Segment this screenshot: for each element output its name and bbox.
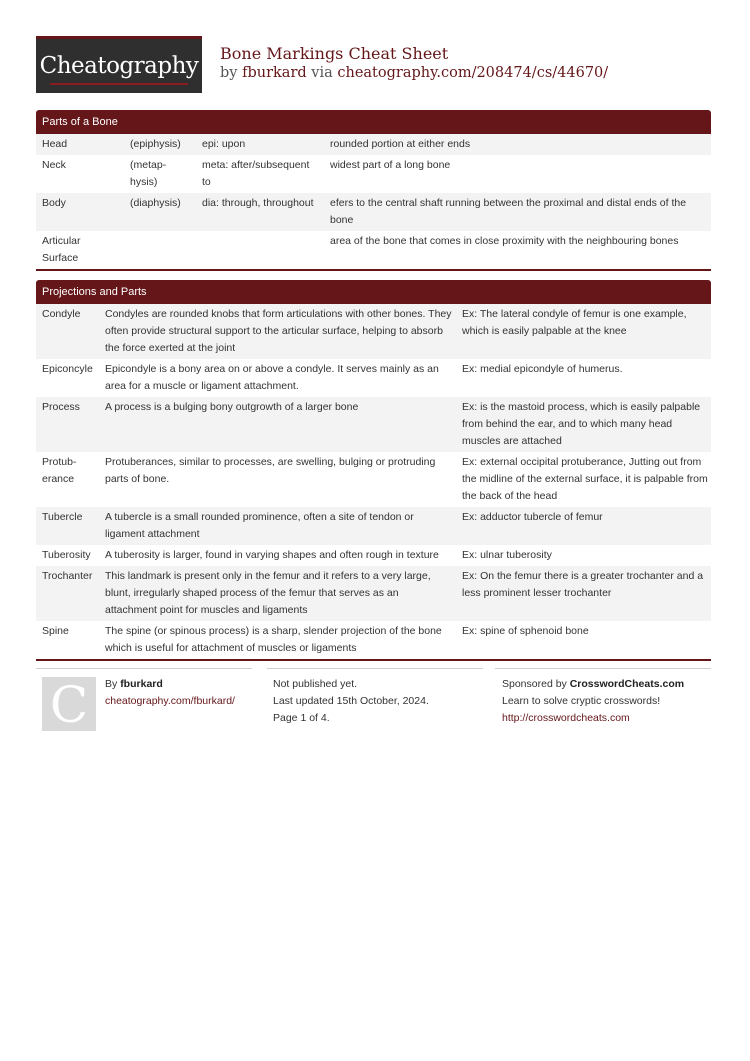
table-row — [36, 193, 711, 231]
table-row — [36, 507, 711, 545]
projection-example: Ex: On the femur there is a greater trochanter and a less prominent lesser trochanter — [456, 566, 711, 621]
page-header — [36, 36, 716, 93]
projection-term: Protub- erance — [42, 456, 77, 485]
table-row — [36, 452, 711, 507]
last-updated: Last updated 15th October, 2024. — [273, 695, 429, 707]
sponsor-tagline: Learn to solve cryptic crosswords! — [502, 695, 661, 707]
parts-table — [36, 134, 711, 269]
footer-divider — [36, 668, 252, 669]
projection-example: Ex: adductor tubercle of femur — [456, 507, 711, 545]
bone-part-term: Head — [36, 134, 124, 155]
logo-underline — [50, 83, 188, 85]
bone-part-latin: (epiphysis) — [124, 134, 196, 155]
footer-author-block — [105, 676, 235, 710]
publish-status: Not published yet. — [273, 678, 358, 690]
footer-divider — [267, 668, 483, 669]
bone-part-root — [196, 231, 324, 269]
projections-table — [36, 304, 711, 659]
projection-description: This landmark is present only in the femur and it refers to a very large, blunt, irregularly shaped process of the femur that serves as an attachment point for muscles and ligaments — [99, 566, 456, 621]
section-title: Projections and Parts — [36, 280, 711, 304]
sponsor-link[interactable]: http://crosswordcheats.com — [502, 712, 630, 724]
projection-term: Trochanter — [36, 566, 99, 621]
footer-divider — [495, 668, 711, 669]
via-label: via — [311, 65, 333, 81]
section-title: Parts of a Bone — [36, 110, 711, 134]
projection-description: A process is a bulging bony outgrowth of a larger bone — [99, 397, 456, 452]
projection-term: Condyle — [36, 304, 99, 359]
cheatography-logo[interactable] — [36, 36, 202, 93]
bone-part-description: rounded portion at either ends — [324, 134, 711, 155]
bone-part-description: efers to the central shaft running between the proximal and distal ends of the bone — [324, 193, 711, 231]
projections-section — [36, 280, 711, 661]
bone-part-root: dia: through, throughout — [196, 193, 324, 231]
table-row — [36, 621, 711, 659]
projection-description: Condyles are rounded knobs that form articulations with other bones. They often provide structural support to the articular surface, helping to absorb the force exerted at the joint — [99, 304, 456, 359]
by-prefix: by — [220, 65, 238, 81]
bone-part-term: Neck — [42, 159, 66, 171]
projection-term: Process — [36, 397, 99, 452]
table-row — [36, 545, 711, 566]
projection-term: Tuberosity — [42, 549, 91, 561]
author-link[interactable]: fburkard — [242, 65, 307, 81]
projection-description: Epicondyle is a bony area on or above a condyle. It serves mainly as an area for a muscle or ligament attachment. — [105, 363, 439, 392]
sponsor-prefix: Sponsored by — [502, 678, 567, 690]
bone-part-term: Body — [36, 193, 124, 231]
projection-term: Epiconcyle — [42, 363, 93, 375]
table-row — [36, 155, 711, 193]
byline — [220, 65, 608, 81]
bone-part-root: epi: upon — [196, 134, 324, 155]
logo-text: Cheatography — [39, 53, 199, 79]
table-row — [36, 304, 711, 359]
footer-by-label: By — [105, 678, 118, 690]
projection-example: Ex: The lateral condyle of femur is one example, which is easily palpable at the knee — [456, 304, 711, 359]
footer-sponsor-block — [502, 676, 684, 727]
page-footer — [36, 668, 711, 738]
table-row — [36, 231, 711, 269]
table-row — [36, 359, 711, 397]
bone-part-latin — [124, 231, 196, 269]
projection-description: Protuberances, similar to processes, are swelling, bulging or protruding parts of bone. — [105, 456, 436, 485]
author-avatar[interactable]: C — [42, 677, 96, 731]
bone-part-description: area of the bone that comes in close proximity with the neighbouring bones — [330, 235, 679, 247]
projection-term: Spine — [42, 625, 69, 637]
projection-description: The spine (or spinous process) is a sharp, slender projection of the bone which is useful for attachment of muscles or ligaments — [105, 625, 442, 654]
bone-part-latin: (metap- hysis) — [130, 159, 167, 188]
projection-example: Ex: external occipital protuberance, Jutting out from the midline of the external surface, it is palpable from the back of the head — [462, 456, 708, 502]
bone-part-root: meta: after/subsequent to — [202, 159, 310, 188]
projection-example: Ex: medial epicondyle of humerus. — [462, 363, 623, 375]
projection-example: Ex: spine of sphenoid bone — [462, 625, 589, 637]
footer-status-block — [273, 676, 429, 727]
footer-author-name[interactable]: fburkard — [120, 678, 163, 690]
projection-example: Ex: is the mastoid process, which is easily palpable from behind the ear, and to which many head muscles are attached — [456, 397, 711, 452]
sheet-url-link[interactable]: cheatography.com/208474/cs/44670/ — [337, 65, 609, 81]
sponsor-name[interactable]: CrosswordCheats.com — [569, 678, 685, 690]
projection-description: A tubercle is a small rounded prominence, often a site of tendon or ligament attachment — [99, 507, 456, 545]
projection-term: Tubercle — [36, 507, 99, 545]
bone-part-latin: (diaphysis) — [124, 193, 196, 231]
parts-of-a-bone-section — [36, 110, 711, 271]
table-row — [36, 566, 711, 621]
bone-part-term: Articular Surface — [42, 235, 81, 264]
page-title: Bone Markings Cheat Sheet — [220, 44, 449, 63]
page-number: Page 1 of 4. — [273, 712, 330, 724]
projection-description: A tuberosity is larger, found in varying shapes and often rough in texture — [105, 549, 439, 561]
bone-part-description: widest part of a long bone — [330, 159, 451, 171]
table-row — [36, 134, 711, 155]
table-row — [36, 397, 711, 452]
projection-example: Ex: ulnar tuberosity — [462, 549, 552, 561]
footer-author-link[interactable]: cheatography.com/fburkard/ — [105, 695, 235, 707]
